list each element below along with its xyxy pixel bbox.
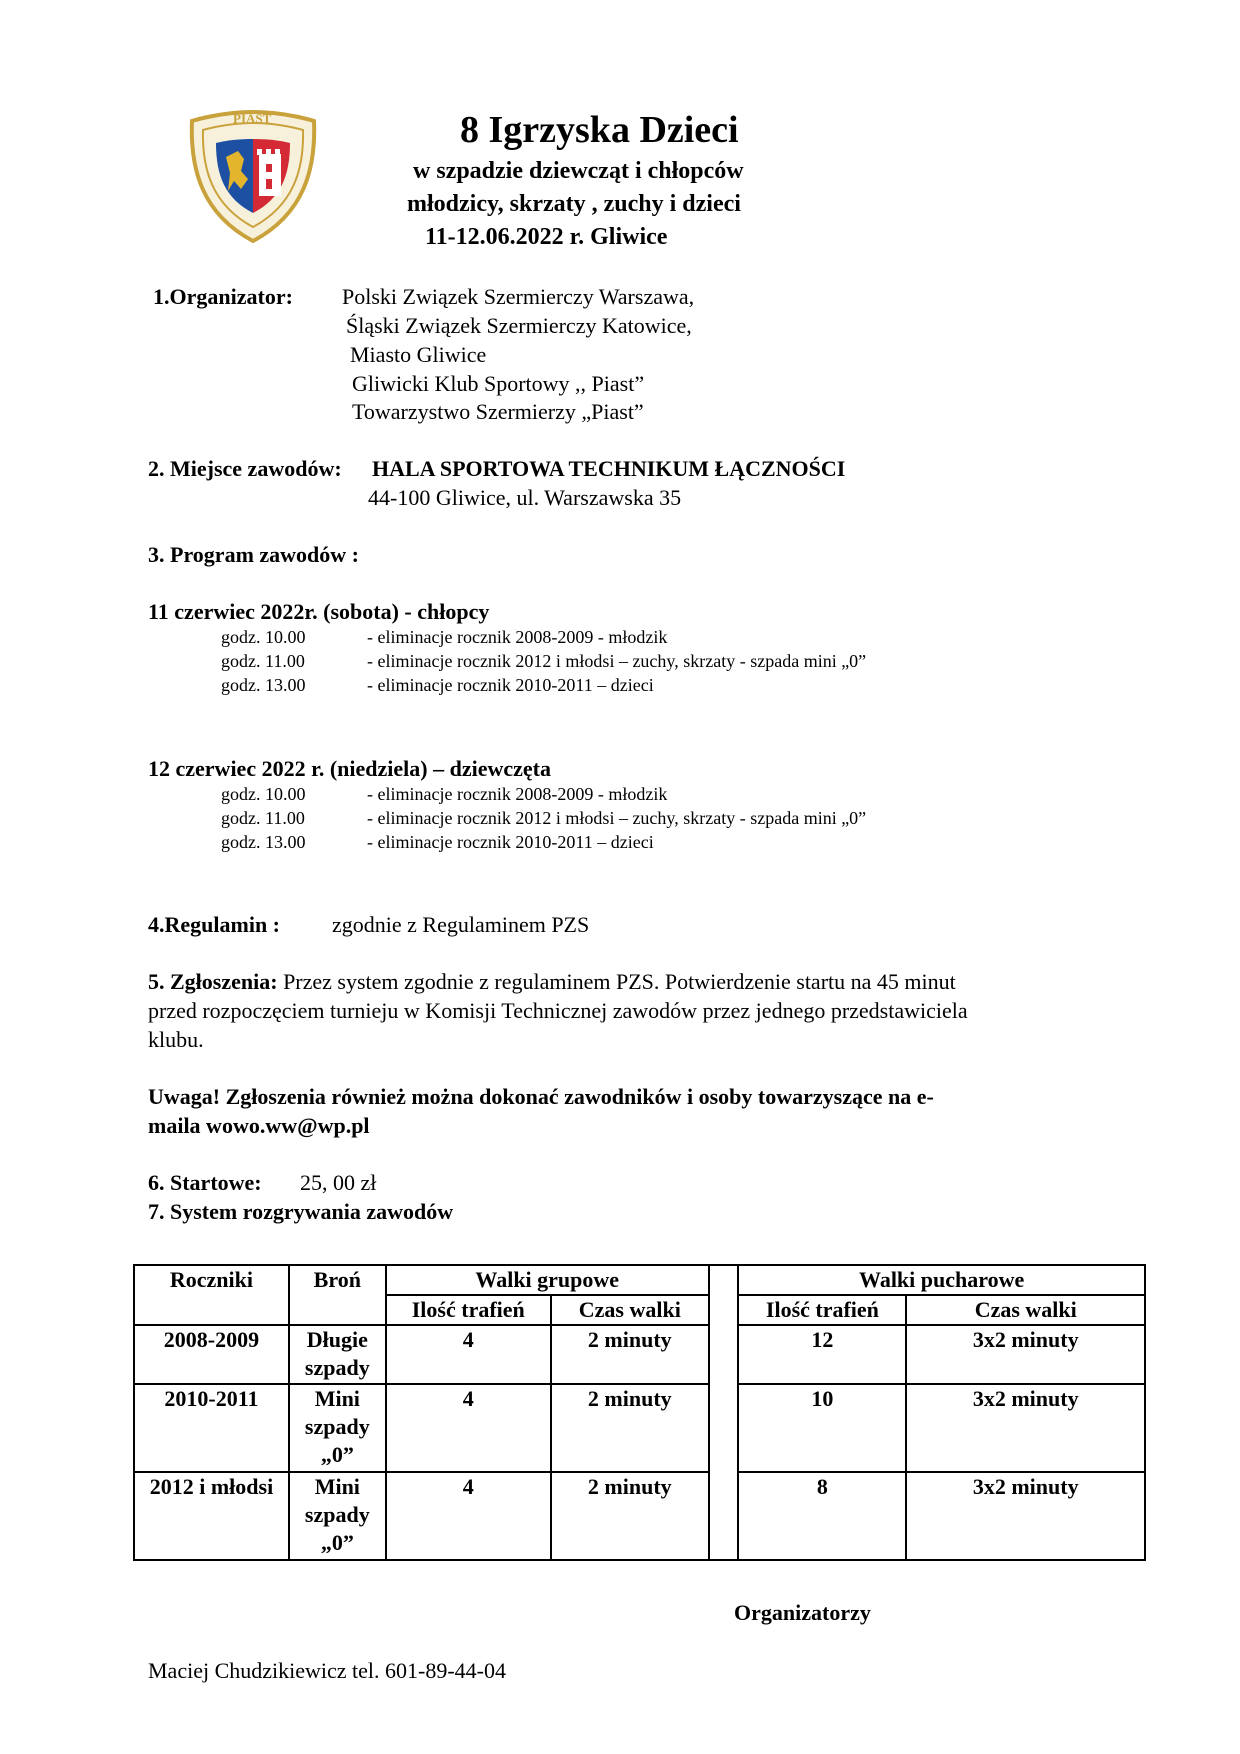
- cell-cup-hits: 10: [738, 1384, 906, 1472]
- document-title: 8 Igrzyska Dzieci: [460, 109, 739, 151]
- organizer-line-2: Śląski Związek Szermierczy Katowice,: [346, 313, 692, 338]
- fee-value: 25, 00 zł: [300, 1170, 377, 1195]
- cell-weapon: Mini szpady „0”: [289, 1472, 386, 1560]
- day2-heading: 12 czerwiec 2022 r. (niedziela) – dziewczęta: [148, 756, 551, 781]
- entries-label: 5. Zgłoszenia:: [148, 969, 278, 994]
- cell-cup-time: 3x2 minuty: [906, 1472, 1145, 1560]
- organizer-line-5: Towarzystwo Szermierzy „Piast”: [352, 399, 644, 424]
- cell-years: 2008-2009: [134, 1325, 289, 1384]
- entries-line-2: przed rozpoczęciem turnieju w Komisji Technicznej zawodów przez jednego przedstawiciela: [148, 998, 968, 1023]
- cell-cup-hits: 12: [738, 1325, 906, 1384]
- cell-weapon: Mini szpady „0”: [289, 1384, 386, 1472]
- day2-time-1: godz. 10.00: [221, 784, 306, 804]
- contact: Maciej Chudzikiewicz tel. 601-89-44-04: [148, 1658, 507, 1683]
- organizer-line-4: Gliwicki Klub Sportowy ,, Piast”: [352, 371, 645, 396]
- organizer-line-1: Polski Związek Szermierczy Warszawa,: [342, 284, 695, 309]
- cell-group-hits: 4: [386, 1384, 551, 1472]
- header-cup-hits: Ilość trafień: [738, 1295, 906, 1325]
- signature: Organizatorzy: [734, 1600, 871, 1625]
- day1-heading: 11 czerwiec 2022r. (sobota) - chłopcy: [148, 599, 490, 624]
- header-cup-bouts: Walki pucharowe: [738, 1265, 1145, 1295]
- header-group-hits: Ilość trafień: [386, 1295, 551, 1325]
- cell-group-hits: 4: [386, 1325, 551, 1384]
- day1-time-1: godz. 10.00: [221, 627, 306, 647]
- table-row: [134, 1472, 1145, 1560]
- subtitle-line-1: w szpadzie dziewcząt i chłopców: [413, 158, 744, 184]
- header-years: Roczniki: [134, 1265, 289, 1325]
- note-line-2: maila wowo.ww@wp.pl: [148, 1113, 370, 1138]
- fee-label: 6. Startowe:: [148, 1170, 262, 1195]
- piast-club-logo: [186, 109, 321, 244]
- day1-desc-3: - eliminacje rocznik 2010-2011 – dzieci: [367, 675, 654, 695]
- cell-cup-time: 3x2 minuty: [906, 1325, 1145, 1384]
- table-row: [134, 1325, 1145, 1384]
- subtitle-line-3: 11-12.06.2022 r. Gliwice: [425, 224, 668, 250]
- header-group-time: Czas walki: [551, 1295, 709, 1325]
- cell-years: 2012 i młodsi: [134, 1472, 289, 1560]
- venue-label: 2. Miejsce zawodów:: [148, 456, 342, 481]
- cell-years: 2010-2011: [134, 1384, 289, 1472]
- header-cup-time: Czas walki: [906, 1295, 1145, 1325]
- day2-desc-3: - eliminacje rocznik 2010-2011 – dzieci: [367, 832, 654, 852]
- subtitle-line-2: młodzicy, skrzaty , zuchy i dzieci: [407, 191, 741, 217]
- cell-group-time: 2 minuty: [551, 1384, 709, 1472]
- day2-time-3: godz. 13.00: [221, 832, 306, 852]
- organizer-line-3: Miasto Gliwice: [350, 342, 487, 367]
- competition-system-table: [133, 1264, 1146, 1561]
- header-weapon: Broń: [289, 1265, 386, 1325]
- day2-time-2: godz. 11.00: [221, 808, 305, 828]
- spacer-column: [709, 1265, 739, 1560]
- header-group-bouts: Walki grupowe: [386, 1265, 709, 1295]
- day2-desc-2: - eliminacje rocznik 2012 i młodsi – zuchy, skrzaty - szpada mini „0”: [367, 808, 867, 828]
- cell-cup-hits: 8: [738, 1472, 906, 1560]
- cell-group-time: 2 minuty: [551, 1325, 709, 1384]
- cell-cup-time: 3x2 minuty: [906, 1384, 1145, 1472]
- rules-label: 4.Regulamin :: [148, 912, 280, 937]
- rules-text: zgodnie z Regulaminem PZS: [332, 912, 590, 937]
- day1-time-2: godz. 11.00: [221, 651, 305, 671]
- day1-time-3: godz. 13.00: [221, 675, 306, 695]
- cell-weapon: Długie szpady: [289, 1325, 386, 1384]
- day1-desc-1: - eliminacje rocznik 2008-2009 - młodzik: [367, 627, 668, 647]
- venue-name: HALA SPORTOWA TECHNIKUM ŁĄCZNOŚCI: [372, 456, 846, 481]
- organizer-label: 1.Organizator:: [153, 284, 293, 309]
- entries-line-1: [148, 969, 956, 995]
- day2-desc-1: - eliminacje rocznik 2008-2009 - młodzik: [367, 784, 668, 804]
- day1-desc-2: - eliminacje rocznik 2012 i młodsi – zuchy, skrzaty - szpada mini „0”: [367, 651, 867, 671]
- logo-text-top: PIAST: [233, 111, 272, 126]
- entries-text-1: Przez system zgodnie z regulaminem PZS. Potwierdzenie startu na 45 minut: [283, 969, 956, 994]
- entries-line-3: klubu.: [148, 1027, 204, 1052]
- cell-group-hits: 4: [386, 1472, 551, 1560]
- venue-address: 44-100 Gliwice, ul. Warszawska 35: [368, 485, 682, 510]
- system-label: 7. System rozgrywania zawodów: [148, 1199, 454, 1224]
- table-row: [134, 1384, 1145, 1472]
- program-label: 3. Program zawodów :: [148, 542, 359, 567]
- cell-group-time: 2 minuty: [551, 1472, 709, 1560]
- note-line-1: Uwaga! Zgłoszenia również można dokonać zawodników i osoby towarzyszące na e-: [148, 1084, 934, 1109]
